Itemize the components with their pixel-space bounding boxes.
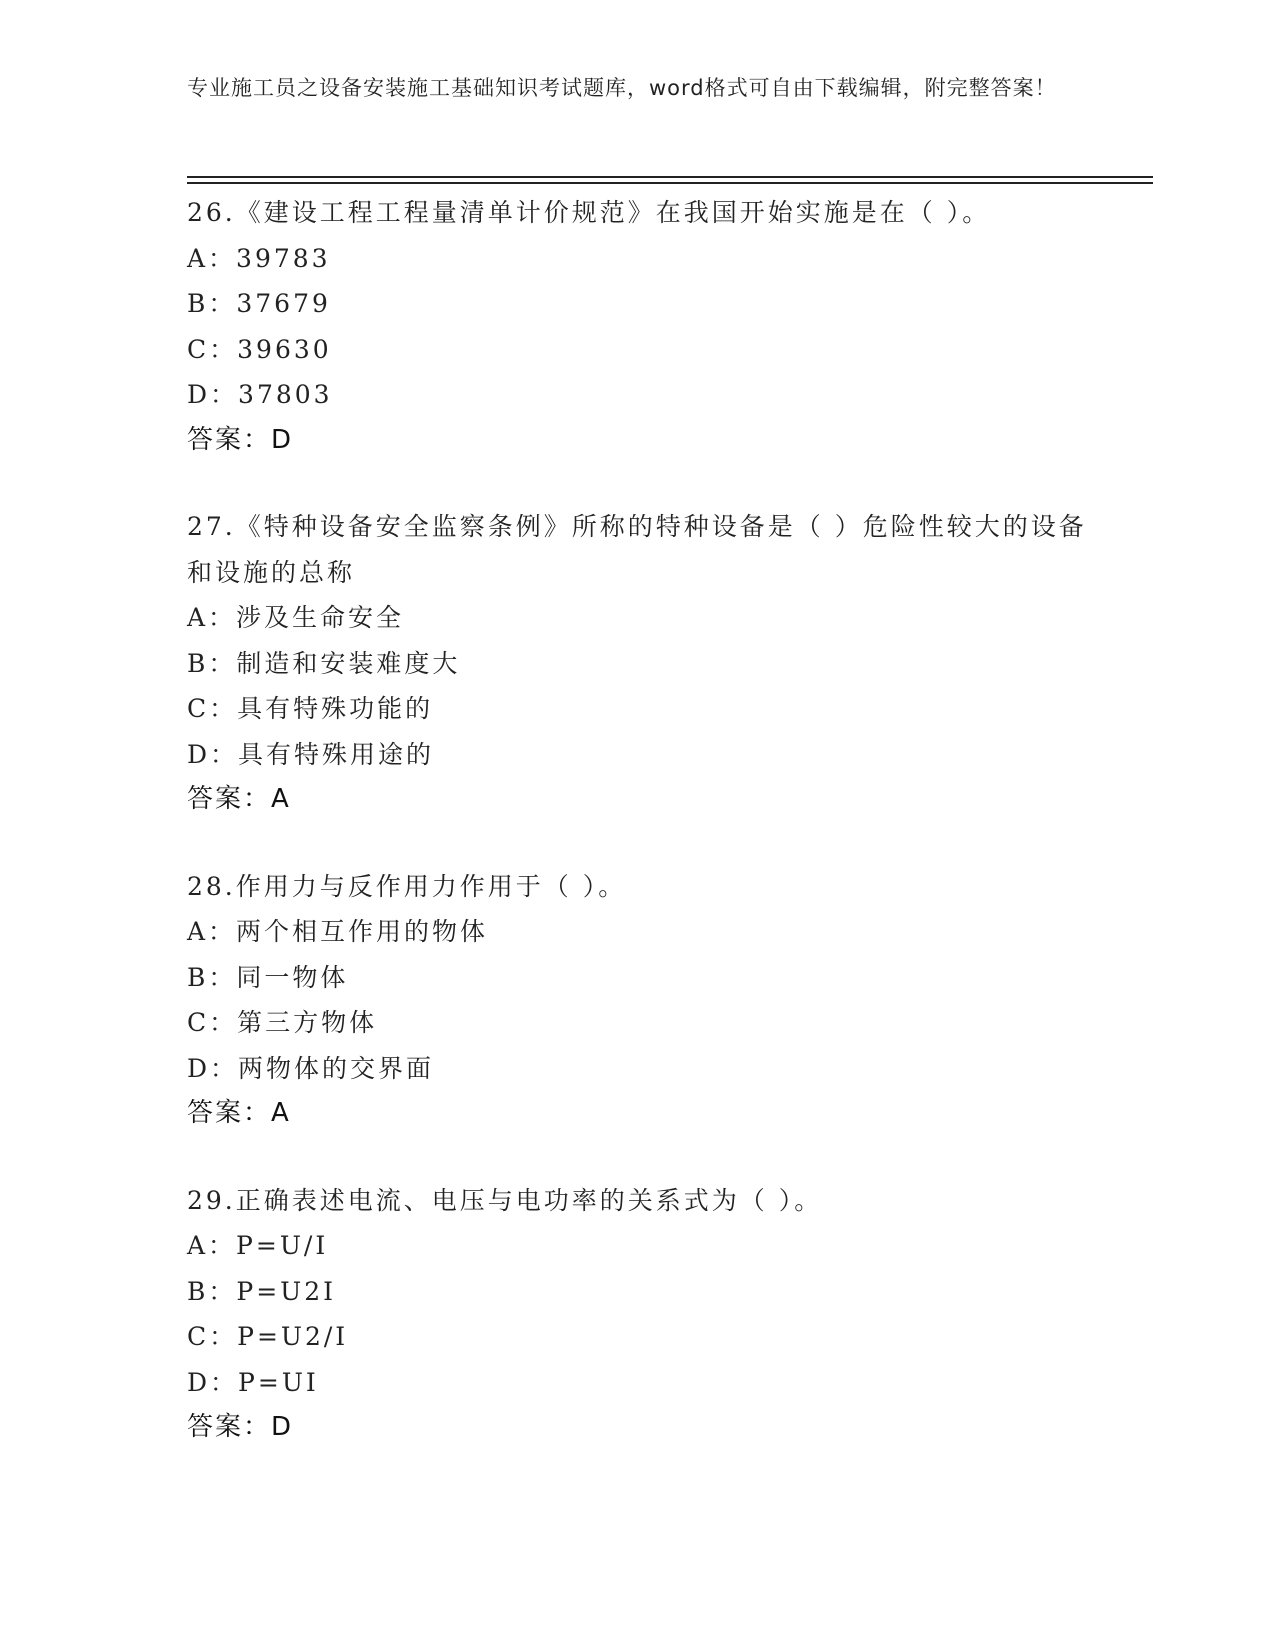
option-d: D：37803: [187, 380, 333, 409]
answer-text: 答案：A: [187, 1098, 291, 1128]
question-list: [187, 190, 1087, 1492]
question-stem: 27.《特种设备安全监察条例》所称的特种设备是（ ）危险性较大的设备和设施的总称: [187, 512, 1087, 587]
option-c: C：具有特殊功能的: [187, 694, 434, 723]
answer-text: 答案：D: [187, 1412, 294, 1442]
header-divider-bottom: [187, 182, 1153, 184]
option-d: D：具有特殊用途的: [187, 739, 435, 769]
option-b: B：同一物体: [187, 962, 349, 992]
option-a: A：P=U/I: [187, 1231, 329, 1260]
option-d: D：P=UI: [187, 1367, 319, 1397]
question-27: [187, 504, 1087, 823]
question-stem: 26.《建设工程工程量清单计价规范》在我国开始实施是在（ ）。: [187, 198, 991, 227]
option-b: B：37679: [187, 289, 331, 318]
question-26: [187, 190, 1087, 463]
option-b: B：制造和安装难度大: [187, 648, 461, 678]
option-c: C：39630: [187, 334, 332, 364]
answer-text: 答案：D: [187, 424, 294, 455]
question-stem: 28.作用力与反作用力作用于（ ）。: [187, 871, 627, 901]
option-a: A：两个相互作用的物体: [187, 917, 489, 946]
option-d: D：两物体的交界面: [187, 1053, 435, 1083]
question-29: [187, 1178, 1087, 1451]
option-a: A：涉及生命安全: [187, 603, 405, 632]
option-b: B：P=U2I: [187, 1276, 336, 1306]
question-28: [187, 864, 1087, 1137]
header-intro: 专业施工员之设备安装施工基础知识考试题库，word格式可自由下载编辑，附完整答案！: [187, 76, 1057, 100]
option-c: C：P=U2/I: [187, 1322, 349, 1351]
option-a: A：39783: [187, 243, 331, 273]
option-c: C：第三方物体: [187, 1008, 378, 1037]
answer-text: 答案：A: [187, 784, 291, 814]
header-divider-top: [187, 176, 1153, 178]
question-stem: 29.正确表述电流、电压与电功率的关系式为（ ）。: [187, 1185, 823, 1215]
